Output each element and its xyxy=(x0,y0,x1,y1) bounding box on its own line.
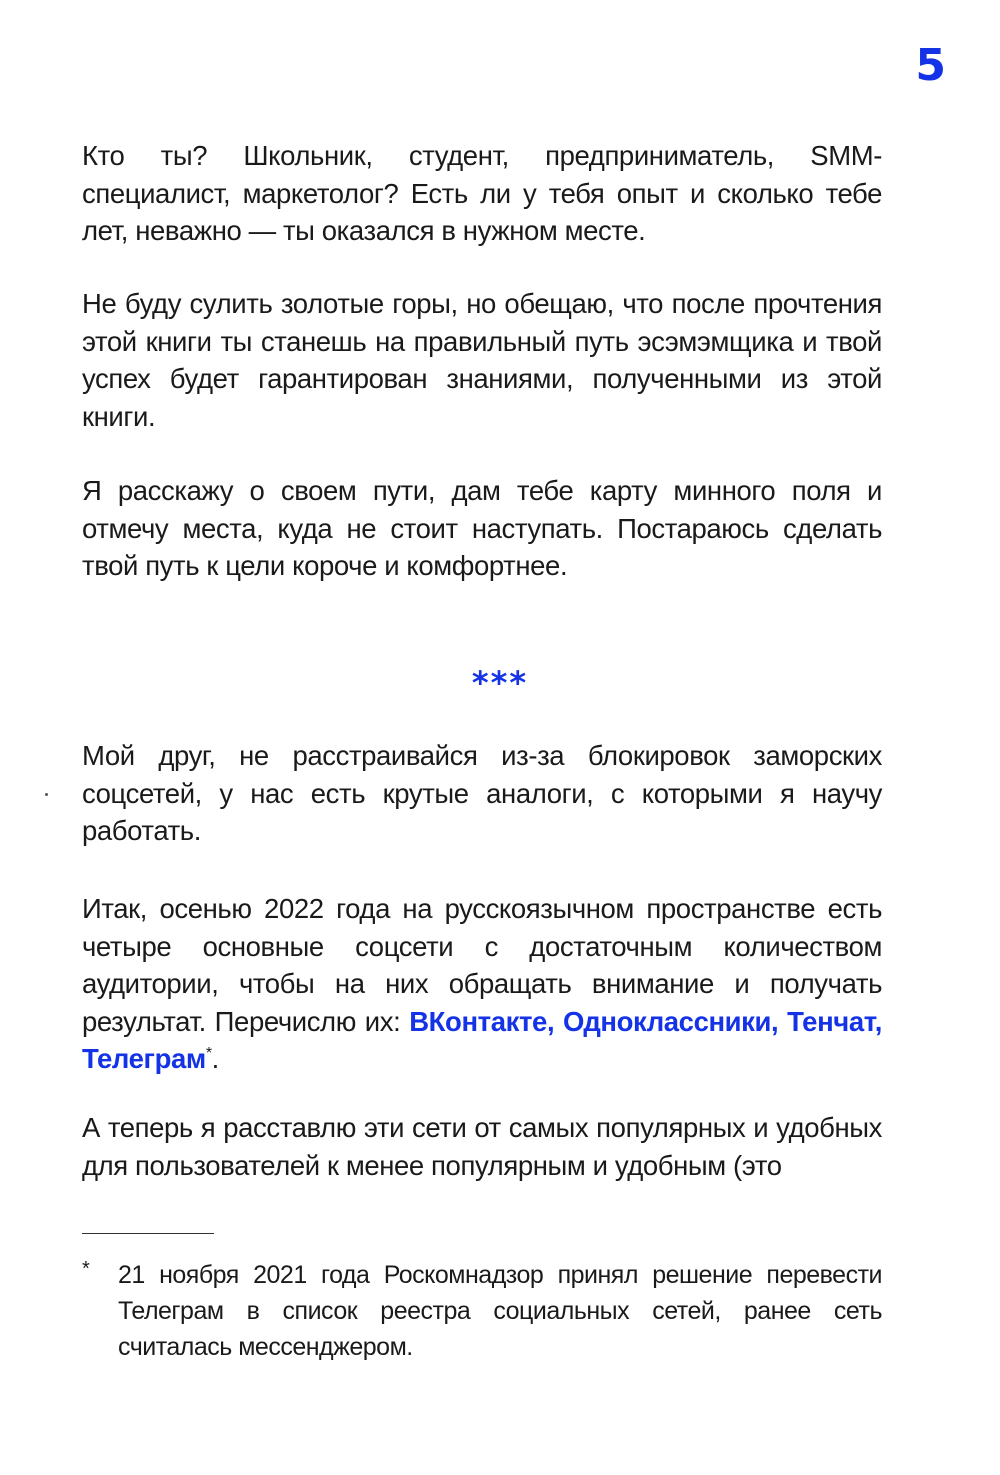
footnote-divider xyxy=(82,1233,214,1234)
social-networks-list: ВКонтакте, Одноклассники, Тенчат, Телеграм xyxy=(82,1005,882,1074)
paragraph-text xyxy=(82,890,882,1078)
paragraph-intro xyxy=(82,137,882,250)
footnote-mark: * xyxy=(82,1258,90,1280)
paragraph-friend xyxy=(82,737,882,850)
paragraph-ranking xyxy=(82,1109,882,1184)
footnote-text: 21 ноября 2021 года Роскомнадзор принял решение перевести Телеграм в список реестра социальных сетей, ранее сеть считалась мессенджером. xyxy=(118,1261,882,1361)
page-number: 5 xyxy=(915,40,946,91)
section-divider: *** xyxy=(471,664,529,702)
paragraph-text: А теперь я расставлю эти сети от самых популярных и удобных для пользователей к менее популярным и удобным (это xyxy=(82,1112,882,1181)
paragraph-social-networks xyxy=(82,890,882,1078)
paragraph-text: Я расскажу о своем пути, дам тебе карту минного поля и отмечу места, куда не стоит наступать. Постараюсь сделать твой путь к цели короче и комфортнее. xyxy=(82,475,882,581)
paragraph-text: Не буду сулить золотые горы, но обещаю, что после прочтения этой книги ты станешь на правильный путь эсэмэмщика и твой успех будет гарантирован знаниями, полученными из этой книги. xyxy=(82,288,882,432)
paragraph-text: Мой друг, не расстраивайся из-за блокировок заморских соцсетей, у нас есть крутые аналоги, с которыми я научу работать. xyxy=(82,740,882,846)
paragraph-promise xyxy=(82,285,882,435)
paragraph-text-end: . xyxy=(211,1043,219,1074)
paragraph-text-lead: Итак, осенью 2022 года на русскоязычном пространстве есть четыре основные соцсети с достаточным количеством аудитории, чтобы на них обращать внимание и получать результат. Перечислю их: xyxy=(82,893,882,1037)
paragraph-text: Кто ты? Школьник, студент, предприниматель, SMM-специалист, маркетолог? Есть ли у тебя опыт и сколько тебе лет, неважно — ты оказался в нужном месте. xyxy=(82,140,882,246)
footnote-reference: * xyxy=(205,1044,212,1062)
scan-speck xyxy=(45,793,48,796)
paragraph-path xyxy=(82,472,882,585)
